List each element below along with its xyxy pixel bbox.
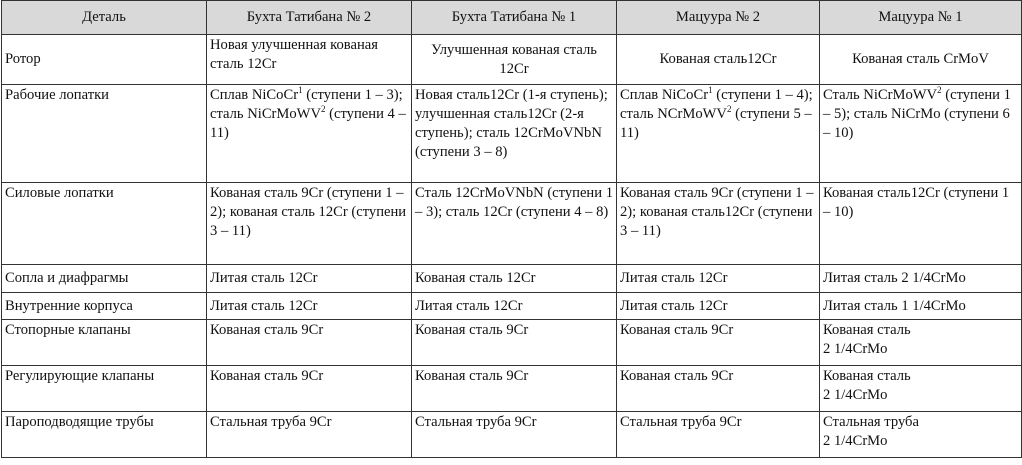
table-row	[2, 412, 1022, 458]
row-label: Регулирующие клапаны	[2, 366, 207, 412]
table-cell	[820, 85, 1022, 183]
table-cell	[820, 320, 1022, 366]
header-matsuura-1: Мацуура № 1	[820, 1, 1022, 35]
footnote-mark: 2	[937, 85, 942, 95]
header-matsuura-2: Мацуура № 2	[617, 1, 820, 35]
table-cell: Кованая сталь 12Cr	[412, 265, 617, 293]
table-cell: Кованая сталь12Cr	[617, 35, 820, 85]
cell-text: (ступени 4 – 11)	[210, 106, 406, 141]
table-row	[2, 366, 1022, 412]
table-cell: Стальная труба 9Cr	[207, 412, 412, 458]
header-tachibana-1: Бухта Татибана № 1	[412, 1, 617, 35]
footnote-mark: 1	[708, 85, 713, 95]
cell-text: (ступени 1 – 4); сталь NCrMoWV	[620, 87, 813, 122]
header-tachibana-2: Бухта Татибана № 2	[207, 1, 412, 35]
table-cell: Литая сталь 12Cr	[617, 265, 820, 293]
table-cell: Новая улучшенная кованая сталь 12Cr	[207, 35, 412, 85]
row-label: Внутренние корпуса	[2, 293, 207, 320]
cell-line: 2 1/4CrMo	[823, 433, 888, 449]
table-row	[2, 265, 1022, 293]
cell-line: 2 1/4CrMo	[823, 387, 888, 403]
table-cell: Кованая сталь 9Cr	[617, 366, 820, 412]
cell-text: (ступени 5 – 11)	[620, 106, 812, 141]
table-cell: Кованая сталь 9Cr	[412, 366, 617, 412]
table-cell	[617, 85, 820, 183]
cell-text: (ступени 1 – 3); сталь NiCrMoWV	[210, 87, 403, 122]
cell-line: 2 1/4CrMo	[823, 341, 888, 357]
cell-text: Сплав NiCoCr	[210, 87, 299, 103]
cell-line: Кованая сталь	[823, 322, 911, 338]
header-row	[2, 1, 1022, 35]
row-label: Рабочие лопатки	[2, 85, 207, 183]
table-cell: Литая сталь 12Cr	[207, 265, 412, 293]
cell-text: Сплав NiCoCr	[620, 87, 709, 103]
cell-text: Сталь NiCrMoWV	[823, 87, 938, 103]
table-cell: Литая сталь 2 1/4CrMo	[820, 265, 1022, 293]
table-cell: Кованая сталь 9Cr	[617, 320, 820, 366]
table-row	[2, 85, 1022, 183]
table-row	[2, 293, 1022, 320]
table-cell: Улучшенная кованая сталь 12Cr	[412, 35, 617, 85]
cell-line: Кованая сталь	[823, 368, 911, 384]
row-label: Ротор	[2, 35, 207, 85]
footnote-mark: 1	[298, 85, 303, 95]
table-cell: Литая сталь 12Cr	[207, 293, 412, 320]
materials-table	[1, 0, 1022, 458]
footnote-mark: 2	[321, 104, 326, 114]
row-label: Сопла и диафрагмы	[2, 265, 207, 293]
table-cell: Кованая сталь 9Cr (ступени 1 – 2); кованая сталь12Cr (ступени 3 – 11)	[617, 183, 820, 265]
table-cell: Кованая сталь CrMoV	[820, 35, 1022, 85]
table-cell: Кованая сталь12Cr (ступени 1 – 10)	[820, 183, 1022, 265]
table-cell: Литая сталь 12Cr	[617, 293, 820, 320]
footnote-mark: 2	[726, 104, 732, 114]
table-cell: Новая сталь12Cr (1-я ступень); улучшенная сталь12Cr (2-я ступень); сталь 12CrMoVNbN (ступени 3 – 8)	[412, 85, 617, 183]
row-label: Пароподводящие трубы	[2, 412, 207, 458]
row-label: Стопорные клапаны	[2, 320, 207, 366]
table-cell	[820, 366, 1022, 412]
table-cell: Стальная труба 9Cr	[617, 412, 820, 458]
table-row	[2, 35, 1022, 85]
table-cell: Кованая сталь 9Cr	[207, 320, 412, 366]
cell-text: (ступени 1 – 5); сталь NiCrMo (ступени 6 – 10)	[823, 87, 1011, 141]
table-row	[2, 320, 1022, 366]
row-label: Силовые лопатки	[2, 183, 207, 265]
table-cell: Кованая сталь 9Cr	[412, 320, 617, 366]
table-cell	[207, 85, 412, 183]
cell-line: Стальная труба	[823, 414, 919, 430]
table-cell: Кованая сталь 9Cr	[207, 366, 412, 412]
table-cell: Кованая сталь 9Cr (ступени 1 – 2); кованая сталь 12Cr (ступени 3 – 11)	[207, 183, 412, 265]
header-part: Деталь	[2, 1, 207, 35]
table-cell: Стальная труба 9Cr	[412, 412, 617, 458]
table-cell: Сталь 12CrMoVNbN (ступени 1 – 3); сталь 12Cr (ступени 4 – 8)	[412, 183, 617, 265]
table-row	[2, 183, 1022, 265]
table-cell: Литая сталь 12Cr	[412, 293, 617, 320]
table-cell: Литая сталь 1 1/4CrMo	[820, 293, 1022, 320]
table-cell	[820, 412, 1022, 458]
